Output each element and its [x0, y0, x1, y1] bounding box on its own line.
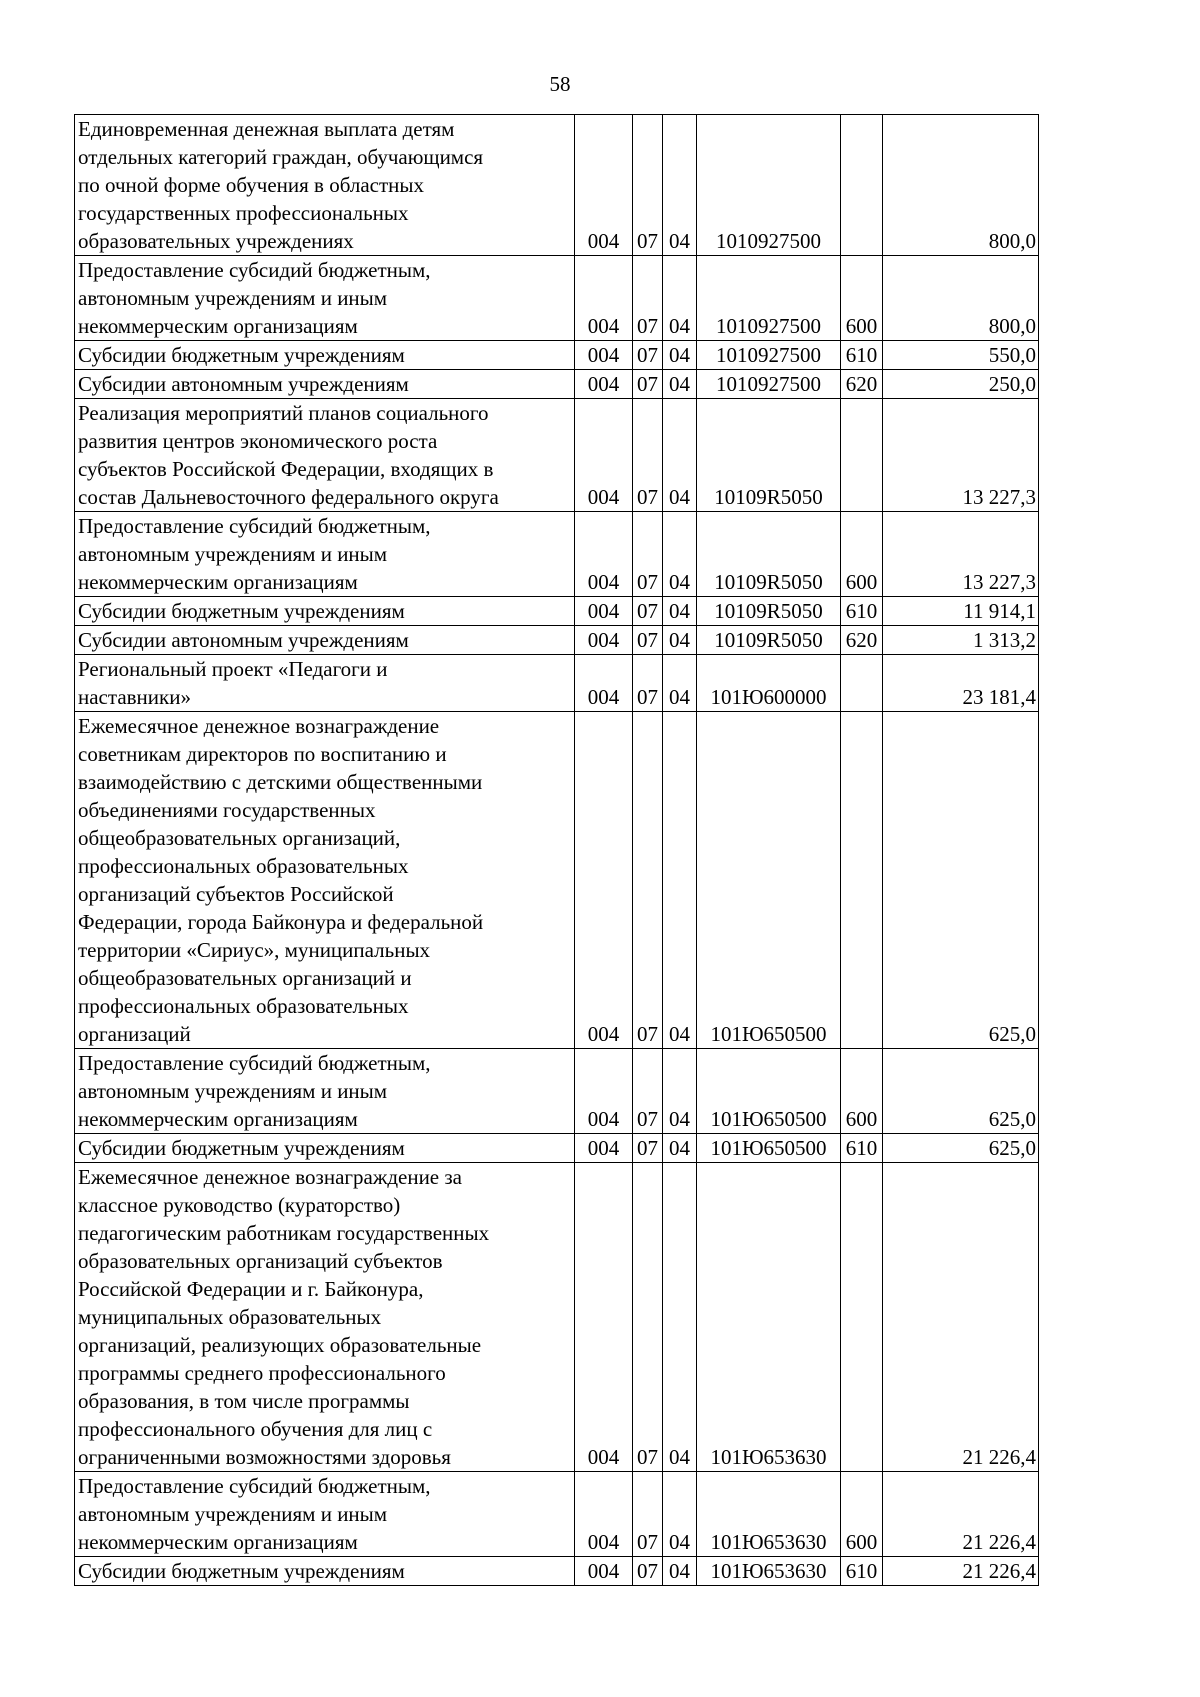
target-article-code: 101Ю653630: [697, 1163, 841, 1472]
section-code: 07: [633, 1049, 663, 1134]
expense-type-code: [841, 1163, 883, 1472]
expense-type-code: 610: [841, 1557, 883, 1586]
subsection-code: 04: [663, 712, 697, 1049]
row-name: Ежемесячное денежное вознаграждение советникам директоров по воспитанию и взаимодействию с детскими общественными объединениями государственных общеобразовательных организаций, профессиональных образовательных организаций субъектов Российской Федерации, города Байконура и федеральной территории «Сириус», муниципальных общеобразовательных организаций и профессиональных образовательных организаций: [75, 712, 575, 1049]
table-row: [75, 512, 1039, 597]
amount: 800,0: [883, 115, 1039, 256]
amount: 21 226,4: [883, 1163, 1039, 1472]
expense-type-code: 610: [841, 1134, 883, 1163]
row-name: Субсидии бюджетным учреждениям: [75, 1557, 575, 1586]
target-article-code: 101Ю650500: [697, 712, 841, 1049]
target-article-code: 1010927500: [697, 256, 841, 341]
row-name: Реализация мероприятий планов социального развития центров экономического роста субъектов Российской Федерации, входящих в состав Дальневосточного федерального округа: [75, 399, 575, 512]
amount: 1 313,2: [883, 626, 1039, 655]
amount: 625,0: [883, 712, 1039, 1049]
ministry-code: 004: [575, 1049, 633, 1134]
subsection-code: 04: [663, 626, 697, 655]
expense-type-code: [841, 712, 883, 1049]
expense-type-code: 620: [841, 370, 883, 399]
ministry-code: 004: [575, 512, 633, 597]
target-article-code: 1010927500: [697, 115, 841, 256]
target-article-code: 10109R5050: [697, 512, 841, 597]
expense-type-code: 620: [841, 626, 883, 655]
row-name: Субсидии бюджетным учреждениям: [75, 1134, 575, 1163]
subsection-code: 04: [663, 655, 697, 712]
ministry-code: 004: [575, 370, 633, 399]
ministry-code: 004: [575, 1472, 633, 1557]
subsection-code: 04: [663, 1134, 697, 1163]
table-row: [75, 341, 1039, 370]
expense-type-code: [841, 399, 883, 512]
target-article-code: 10109R5050: [697, 597, 841, 626]
section-code: 07: [633, 1557, 663, 1586]
subsection-code: 04: [663, 512, 697, 597]
amount: 625,0: [883, 1049, 1039, 1134]
table-row: [75, 370, 1039, 399]
table-row: [75, 1472, 1039, 1557]
target-article-code: 101Ю653630: [697, 1472, 841, 1557]
expense-type-code: 600: [841, 512, 883, 597]
section-code: 07: [633, 1134, 663, 1163]
row-name: Предоставление субсидий бюджетным, автономным учреждениям и иным некоммерческим организациям: [75, 1472, 575, 1557]
target-article-code: 101Ю650500: [697, 1049, 841, 1134]
target-article-code: 10109R5050: [697, 399, 841, 512]
row-name: Единовременная денежная выплата детям отдельных категорий граждан, обучающимся по очной форме обучения в областных государственных профессиональных образовательных учреждениях: [75, 115, 575, 256]
section-code: 07: [633, 597, 663, 626]
section-code: 07: [633, 512, 663, 597]
table-row: [75, 626, 1039, 655]
subsection-code: 04: [663, 256, 697, 341]
table-row: [75, 1163, 1039, 1472]
table-row: [75, 655, 1039, 712]
subsection-code: 04: [663, 597, 697, 626]
ministry-code: 004: [575, 712, 633, 1049]
section-code: 07: [633, 370, 663, 399]
subsection-code: 04: [663, 370, 697, 399]
amount: 23 181,4: [883, 655, 1039, 712]
section-code: 07: [633, 115, 663, 256]
expense-type-code: [841, 115, 883, 256]
target-article-code: 101Ю650500: [697, 1134, 841, 1163]
ministry-code: 004: [575, 597, 633, 626]
row-name: Предоставление субсидий бюджетным, автономным учреждениям и иным некоммерческим организациям: [75, 1049, 575, 1134]
target-article-code: 1010927500: [697, 370, 841, 399]
subsection-code: 04: [663, 115, 697, 256]
ministry-code: 004: [575, 341, 633, 370]
amount: 13 227,3: [883, 399, 1039, 512]
table-row: [75, 597, 1039, 626]
expense-type-code: 610: [841, 341, 883, 370]
section-code: 07: [633, 399, 663, 512]
ministry-code: 004: [575, 399, 633, 512]
row-name: Субсидии автономным учреждениям: [75, 370, 575, 399]
table-row: [75, 256, 1039, 341]
section-code: 07: [633, 341, 663, 370]
amount: 11 914,1: [883, 597, 1039, 626]
amount: 13 227,3: [883, 512, 1039, 597]
row-name: Предоставление субсидий бюджетным, автономным учреждениям и иным некоммерческим организациям: [75, 256, 575, 341]
amount: 625,0: [883, 1134, 1039, 1163]
amount: 550,0: [883, 341, 1039, 370]
table-row: [75, 1049, 1039, 1134]
target-article-code: 1010927500: [697, 341, 841, 370]
subsection-code: 04: [663, 341, 697, 370]
section-code: 07: [633, 256, 663, 341]
subsection-code: 04: [663, 1049, 697, 1134]
expense-type-code: 600: [841, 1472, 883, 1557]
expense-type-code: [841, 655, 883, 712]
ministry-code: 004: [575, 1163, 633, 1472]
target-article-code: 10109R5050: [697, 626, 841, 655]
ministry-code: 004: [575, 1557, 633, 1586]
amount: 250,0: [883, 370, 1039, 399]
subsection-code: 04: [663, 1557, 697, 1586]
table-row: [75, 1134, 1039, 1163]
ministry-code: 004: [575, 115, 633, 256]
expense-type-code: 600: [841, 256, 883, 341]
subsection-code: 04: [663, 399, 697, 512]
ministry-code: 004: [575, 655, 633, 712]
table-row: [75, 115, 1039, 256]
amount: 21 226,4: [883, 1557, 1039, 1586]
row-name: Субсидии автономным учреждениям: [75, 626, 575, 655]
ministry-code: 004: [575, 256, 633, 341]
section-code: 07: [633, 1163, 663, 1472]
section-code: 07: [633, 626, 663, 655]
subsection-code: 04: [663, 1163, 697, 1472]
row-name: Предоставление субсидий бюджетным, автономным учреждениям и иным некоммерческим организациям: [75, 512, 575, 597]
row-name: Субсидии бюджетным учреждениям: [75, 597, 575, 626]
row-name: Субсидии бюджетным учреждениям: [75, 341, 575, 370]
table-body: [75, 115, 1039, 1586]
target-article-code: 101Ю653630: [697, 1557, 841, 1586]
expense-type-code: 610: [841, 597, 883, 626]
row-name: Ежемесячное денежное вознаграждение за классное руководство (кураторство) педагогическим работникам государственных образовательных организаций субъектов Российской Федерации и г. Байконура, муниципальных образовательных организаций, реализующих образовательные программы среднего профессионального образования, в том числе программы профессионального обучения для лиц с ограниченными возможностями здоровья: [75, 1163, 575, 1472]
subsection-code: 04: [663, 1472, 697, 1557]
page-number: 58: [549, 72, 571, 96]
section-code: 07: [633, 712, 663, 1049]
section-code: 07: [633, 655, 663, 712]
row-name: Региональный проект «Педагоги и наставники»: [75, 655, 575, 712]
ministry-code: 004: [575, 626, 633, 655]
amount: 21 226,4: [883, 1472, 1039, 1557]
target-article-code: 101Ю600000: [697, 655, 841, 712]
table-row: [75, 399, 1039, 512]
budget-table: [74, 114, 1039, 1586]
table-row: [75, 712, 1039, 1049]
amount: 800,0: [883, 256, 1039, 341]
expense-type-code: 600: [841, 1049, 883, 1134]
section-code: 07: [633, 1472, 663, 1557]
table-row: [75, 1557, 1039, 1586]
ministry-code: 004: [575, 1134, 633, 1163]
